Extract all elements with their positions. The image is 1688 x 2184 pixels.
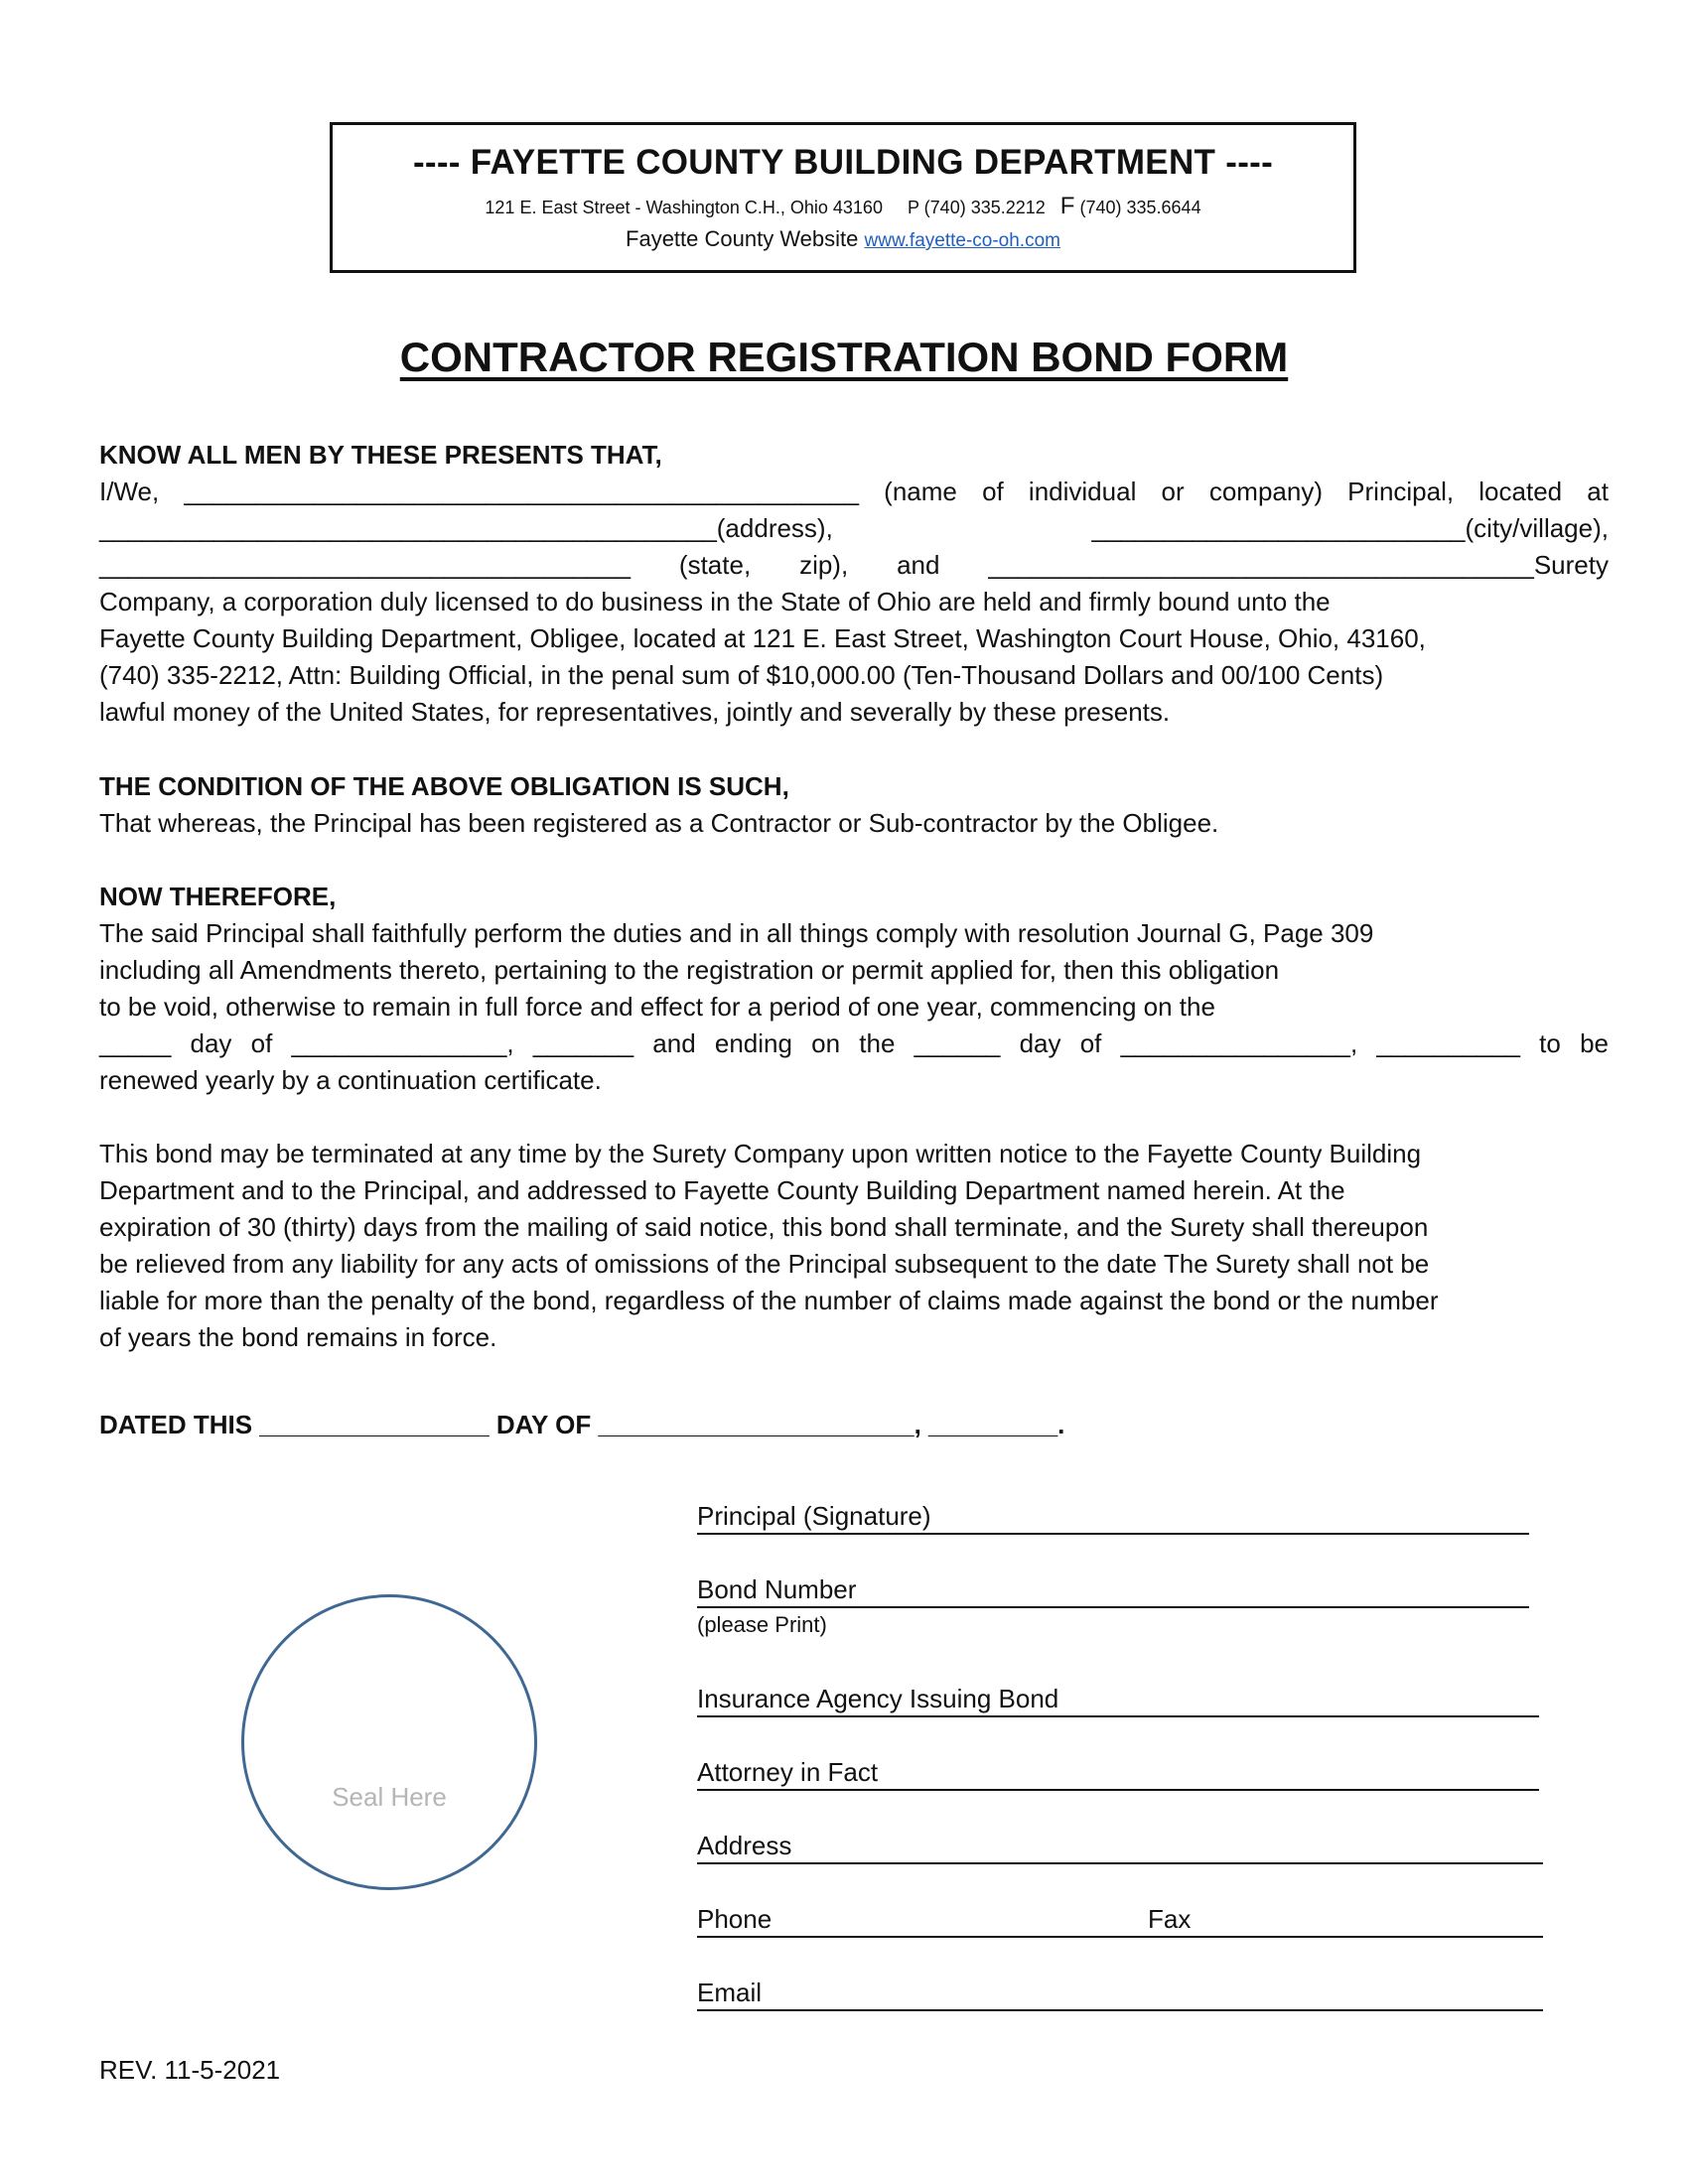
condition-section <box>99 768 1609 842</box>
bond-number-note: (please Print) <box>697 1612 827 1637</box>
street-address: 121 E. East Street - Washington C.H., Ohio 43160 <box>485 198 883 217</box>
letterhead-box <box>330 122 1356 273</box>
seal-circle <box>241 1594 537 1890</box>
insurance-agency-label: Insurance Agency Issuing Bond <box>697 1684 1059 1713</box>
seal-placeholder-text: Seal Here <box>332 1782 447 1812</box>
phone-fax-field[interactable] <box>697 1898 1543 1938</box>
email-label: Email <box>697 1978 763 2007</box>
section-heading: THE CONDITION OF THE ABOVE OBLIGATION IS SUCH, <box>99 771 789 801</box>
contact-line <box>333 193 1353 220</box>
body-line: The said Principal shall faithfully perform the duties and in all things comply with resolution Journal G, Page 309 <box>99 918 1374 948</box>
email-field[interactable] <box>697 1972 1543 2011</box>
now-therefore-section <box>99 879 1609 1099</box>
department-title: ---- FAYETTE COUNTY BUILDING DEPARTMENT ---- <box>412 143 1274 182</box>
body-line: renewed yearly by a continuation certificate. <box>99 1065 602 1095</box>
fax-prefix: F <box>1059 193 1075 219</box>
attorney-in-fact-label: Attorney in Fact <box>697 1757 879 1787</box>
bond-number-label: Bond Number <box>697 1574 857 1604</box>
body-line: (740) 335-2212, Attn: Building Official, in the penal sum of $10,000.00 (Ten-Thousand Dollars and 00/100 Cents) <box>99 660 1384 690</box>
body-line: expiration of 30 (thirty) days from the mailing of said notice, this bond shall terminate, and the Surety shall thereupon <box>99 1212 1429 1242</box>
fax-label: Fax <box>1148 1904 1192 1934</box>
principal-signature-label: Principal (Signature) <box>697 1501 931 1531</box>
body-line: including all Amendments thereto, pertaining to the registration or permit applied for, then this obligation <box>99 955 1280 985</box>
attorney-in-fact-field[interactable] <box>697 1751 1539 1791</box>
body-line: That whereas, the Principal has been registered as a Contractor or Sub-contractor by the Obligee. <box>99 808 1219 838</box>
phone-number: (740) 335.2212 <box>923 198 1046 217</box>
body-line: liable for more than the penalty of the bond, regardless of the number of claims made against the bond or the number <box>99 1286 1439 1315</box>
fax-number: (740) 335.6644 <box>1079 198 1201 217</box>
revision-label: REV. 11-5-2021 <box>99 2055 281 2085</box>
term-dates-line: _____ day of _______________, _______ and ending on the ______ day of ________________, __________ to be <box>99 1028 1609 1058</box>
website-line <box>333 226 1353 252</box>
body-line: Company, a corporation duly licensed to do business in the State of Ohio are held and firmly bound unto the <box>99 587 1331 616</box>
body-line: to be void, otherwise to remain in full force and effect for a period of one year, commencing on the <box>99 992 1215 1022</box>
website-label: Fayette County Website <box>626 226 859 251</box>
dated-field[interactable]: DATED THIS ________________ DAY OF ______________________, _________. <box>99 1410 1065 1439</box>
obligation-intro <box>99 437 1609 731</box>
body-line: be relieved from any liability for any acts of omissions of the Principal subsequent to the date The Surety shall not be <box>99 1249 1430 1279</box>
body-line: Fayette County Building Department, Obligee, located at 121 E. East Street, Washington Court House, Ohio, 43160, <box>99 623 1426 653</box>
phone-prefix: P <box>907 198 919 217</box>
body-line: lawful money of the United States, for representatives, jointly and severally by these presents. <box>99 697 1171 727</box>
principal-name-line: I/We, _______________________________________________ (name of individual or company) Principal, located at <box>99 477 1609 506</box>
termination-section <box>99 1136 1609 1356</box>
body-line: of years the bond remains in force. <box>99 1322 497 1352</box>
address-label: Address <box>697 1831 792 1860</box>
body-line: This bond may be terminated at any time by the Surety Company upon written notice to the Fayette County Building <box>99 1139 1422 1168</box>
bond-number-field[interactable] <box>697 1569 1529 1608</box>
phone-label: Phone <box>697 1904 773 1934</box>
surety-line: _____________________________________ (state, zip), and ______________________________________Surety <box>99 550 1609 580</box>
body-line: Department and to the Principal, and addressed to Fayette County Building Department named herein. At the <box>99 1175 1345 1205</box>
address-field[interactable] <box>697 1825 1543 1864</box>
section-heading: NOW THEREFORE, <box>99 882 337 911</box>
document-title: CONTRACTOR REGISTRATION BOND FORM <box>399 334 1289 380</box>
principal-address-line: ___________________________________________(address), __________________________(city/village), <box>99 513 1609 543</box>
insurance-agency-field[interactable] <box>697 1678 1539 1717</box>
section-heading: KNOW ALL MEN BY THESE PRESENTS THAT, <box>99 440 662 470</box>
website-link[interactable]: www.fayette-co-oh.com <box>864 230 1060 251</box>
dated-line <box>99 1407 1609 1443</box>
principal-signature-field[interactable] <box>697 1495 1529 1535</box>
